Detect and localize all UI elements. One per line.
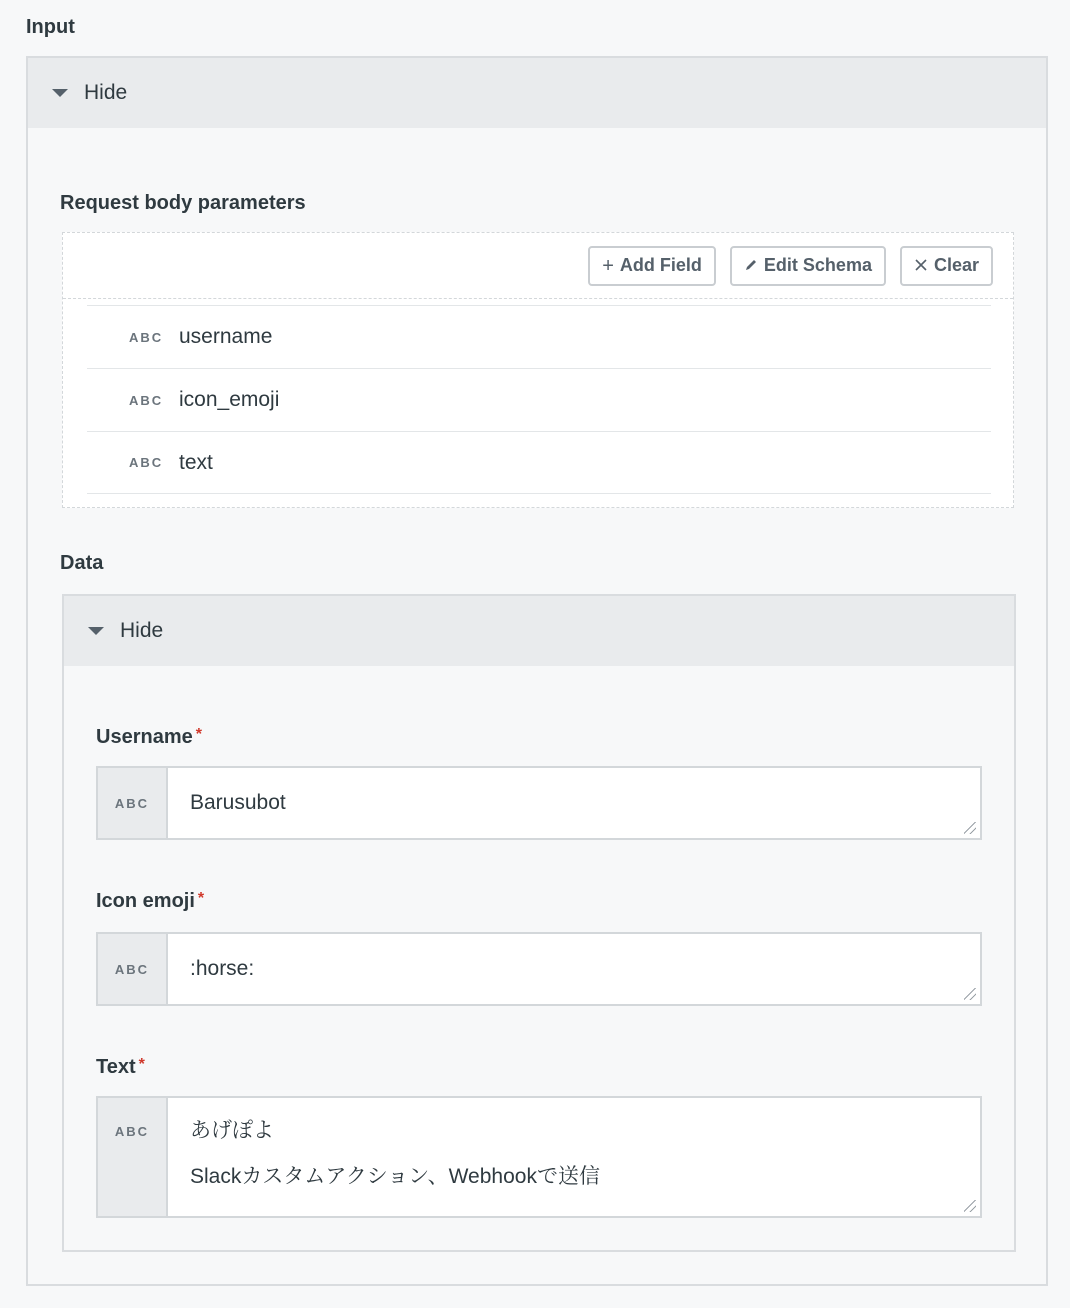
input-panel: [26, 56, 1048, 1286]
text-value-line: Slackカスタムアクション、Webhookで送信: [190, 1165, 600, 1188]
text-value-line: あげぽよ: [190, 1119, 274, 1142]
required-mark: *: [197, 890, 205, 907]
edit-schema-button[interactable]: [730, 246, 886, 286]
resize-grip-icon[interactable]: [964, 822, 976, 834]
input-section-label: Input: [26, 16, 75, 38]
icon-emoji-label-text: Icon emoji: [96, 890, 195, 912]
pencil-icon: [744, 256, 758, 276]
resize-grip-icon[interactable]: [964, 1200, 976, 1212]
clear-button[interactable]: [900, 246, 993, 286]
field-name: text: [179, 450, 213, 474]
x-icon: [914, 256, 928, 276]
text-label: [96, 1056, 145, 1079]
clear-label: Clear: [933, 255, 979, 275]
input-collapse-toggle[interactable]: [28, 58, 1046, 128]
input-type-badge: ABC: [98, 934, 168, 1004]
username-value[interactable]: [168, 768, 980, 838]
icon-emoji-field[interactable]: [96, 932, 982, 1006]
required-mark: *: [138, 1056, 145, 1073]
icon-emoji-label: [96, 890, 204, 913]
text-label-text: Text: [96, 1056, 136, 1078]
list-item[interactable]: [87, 368, 991, 431]
icon-emoji-value-text: :horse:: [190, 957, 255, 980]
schema-editor: [62, 232, 1014, 508]
username-label: [96, 726, 202, 749]
text-field[interactable]: [96, 1096, 982, 1218]
resize-grip-icon[interactable]: [964, 988, 976, 1000]
username-label-text: Username: [96, 726, 193, 748]
add-field-label: Add Field: [619, 255, 702, 275]
edit-schema-label: Edit Schema: [763, 255, 872, 275]
request-body-title: Request body parameters: [60, 192, 306, 214]
caret-down-icon: [88, 627, 104, 635]
schema-toolbar: [63, 233, 1013, 299]
field-type-badge: ABC: [129, 455, 164, 470]
field-name: icon_emoji: [179, 388, 280, 411]
field-name: username: [179, 325, 273, 348]
field-type-badge: ABC: [129, 392, 164, 408]
list-item[interactable]: [87, 305, 991, 368]
list-item[interactable]: [87, 431, 991, 494]
input-hide-label: Hide: [84, 81, 128, 104]
field-type-badge: ABC: [129, 329, 164, 345]
field-list: [87, 305, 991, 494]
data-collapse-toggle[interactable]: [64, 596, 1014, 666]
input-type-badge: ABC: [98, 768, 168, 838]
add-field-button[interactable]: [588, 246, 716, 286]
required-mark: *: [195, 726, 202, 743]
caret-down-icon: [52, 89, 68, 97]
username-field[interactable]: [96, 766, 982, 840]
data-section-title: Data: [60, 552, 104, 574]
input-type-badge: ABC: [98, 1098, 168, 1216]
username-value-text: Barusubot: [190, 791, 286, 814]
text-value[interactable]: [168, 1098, 980, 1216]
data-panel: [62, 594, 1016, 1252]
plus-icon: +: [602, 254, 614, 277]
data-hide-label: Hide: [120, 619, 164, 642]
icon-emoji-value[interactable]: [168, 934, 980, 1004]
